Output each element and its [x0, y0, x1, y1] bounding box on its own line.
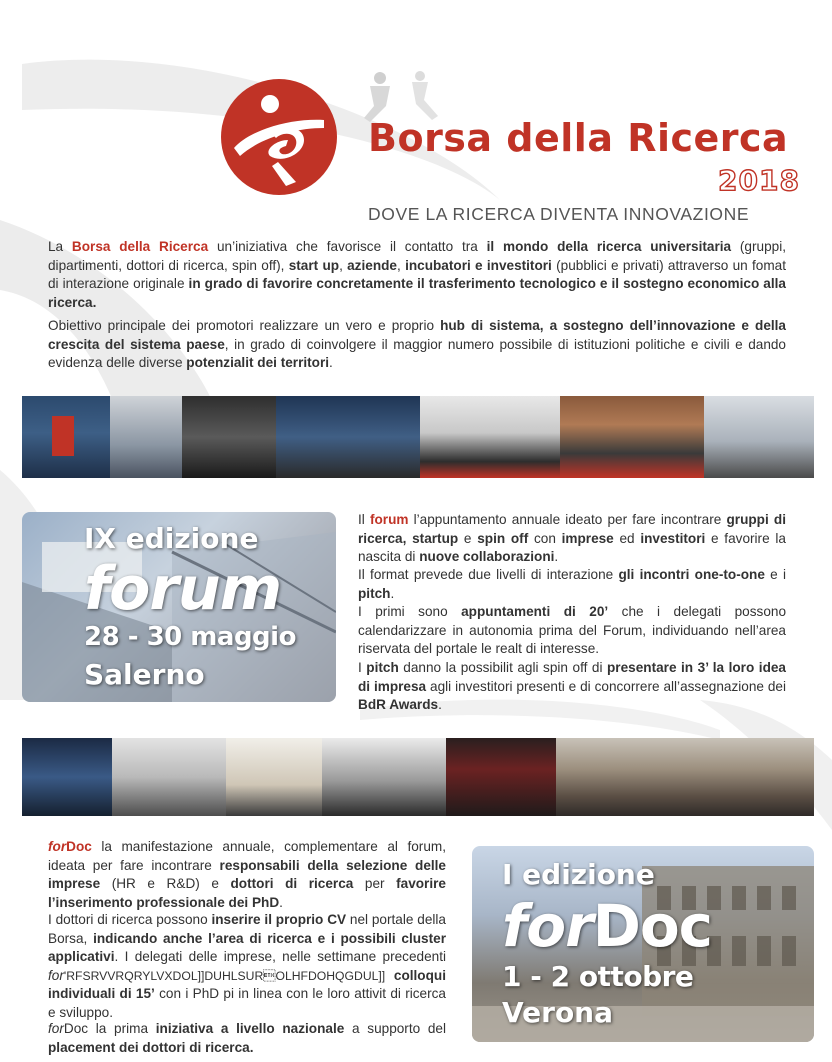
- forum-city: Salerno: [84, 658, 205, 691]
- text-run: ,: [397, 257, 406, 273]
- text-run: il mondo della ricerca universitaria: [486, 239, 732, 254]
- text-run: Il: [358, 512, 370, 527]
- photo: [704, 396, 814, 478]
- text-run: Obiettivo principale dei promotori realizzare un vero e proprio: [48, 318, 441, 333]
- text-run: responsabili della selezione delle imprese: [48, 857, 446, 891]
- photo-strip-top: [22, 396, 814, 478]
- text-run: spin off: [477, 530, 529, 546]
- text-run: dottori di ricerca: [230, 876, 354, 891]
- text-run: pitch: [366, 660, 399, 675]
- text-run: Il format prevede due livelli di interazione: [358, 567, 619, 582]
- text-run: pitch: [358, 585, 391, 601]
- text-run: potenzialit dei territori: [186, 355, 330, 370]
- fordoc-dates: 1 - 2 ottobre: [502, 960, 694, 993]
- forum-name: forum: [84, 554, 282, 624]
- photo: [560, 396, 704, 478]
- photo: [556, 738, 814, 816]
- fordoc-paragraph-2: [48, 911, 446, 1022]
- fordoc-paragraph-3: [48, 1020, 446, 1057]
- text-run: forum: [369, 512, 409, 527]
- text-run: indicando anche l’area di ricerca e i possibili cluster applicativi: [48, 930, 446, 964]
- text-run: a supporto del: [344, 1021, 447, 1036]
- forum-paragraph-2: [358, 566, 786, 603]
- text-run: e: [458, 530, 478, 546]
- intro-paragraph-1: [48, 238, 786, 312]
- text-run: gli incontri one-to-one: [618, 567, 765, 582]
- text-run: favorire l’inserimento professionale dei PhD: [48, 876, 446, 910]
- text-run: hub di sistema, a sostegno dell’innovazione e della crescita del sistema paese: [48, 318, 786, 352]
- forum-edition: IX edizione: [84, 522, 259, 555]
- text-run: l’appuntamento annuale ideato per fare incontrare: [408, 512, 727, 527]
- text-run: .: [390, 585, 395, 601]
- text-run: gruppi di ricerca, startup: [358, 512, 787, 546]
- text-run: (HR e R&D) e: [100, 876, 231, 891]
- text-run: nel portale della Borsa,: [48, 912, 446, 946]
- text-run: e i: [764, 567, 786, 582]
- text-run: un’iniziativa che favorisce il contatto tra: [208, 239, 487, 254]
- text-run: investitori: [640, 530, 706, 546]
- photo: [226, 738, 322, 816]
- text-run: in grado di favorire concretamente il trasferimento tecnologico e il sostegno economico alla ricerca.: [48, 276, 786, 310]
- text-run: start up: [288, 257, 340, 273]
- text-run: per: [353, 876, 397, 891]
- fordoc-city: Verona: [502, 996, 614, 1029]
- photo: [446, 738, 556, 816]
- text-run: con i PhD pi in linea con le loro attivit di ricerca e sviluppo.: [48, 986, 446, 1020]
- fordoc-edition: I edizione: [502, 858, 655, 891]
- photo: [22, 396, 110, 478]
- text-run: for: [48, 1021, 64, 1036]
- fordoc-brand-for: for: [48, 839, 67, 854]
- intro-paragraph-2: [48, 317, 786, 373]
- text-run: .: [438, 697, 442, 712]
- text-run: Doc: [63, 1021, 89, 1036]
- text-run: e favorire la nascita di: [358, 530, 786, 564]
- text-run: la manifestazione annuale, complementare al forum, ideata per fare incontrare: [48, 839, 446, 873]
- text-run: placement dei dottori di ricerca.: [48, 1039, 254, 1055]
- edition-year: 2018: [718, 164, 800, 197]
- text-run: .: [329, 355, 333, 370]
- forum-paragraph-3: [358, 603, 786, 659]
- text-run: incubatori e investitori: [405, 257, 552, 273]
- fordoc-brand-doc: Doc: [66, 839, 92, 854]
- fordoc-banner: [472, 846, 814, 1042]
- photo: [22, 738, 112, 816]
- text-run: aziende: [347, 257, 397, 273]
- text-run: agli investitori presenti e di concorrere all’assegnazione dei: [426, 678, 787, 694]
- text-run: . I delegati delle imprese, nelle settimane precedenti: [114, 949, 446, 964]
- text-run: I: [358, 660, 367, 675]
- text-run: danno la possibilit agli spin off di: [398, 660, 607, 675]
- photo: [110, 396, 182, 478]
- text-run: con: [528, 530, 562, 546]
- text-run: che i delegati possono calendarizzare in autonomia prima del Forum, individuando nell’area riservata del portale le realt di interesse.: [358, 604, 786, 656]
- tagline: DOVE LA RICERCA DIVENTA INNOVAZIONE: [368, 204, 750, 224]
- forum-paragraph-1: [358, 511, 786, 567]
- text-run: iniziativa a livello nazionale: [155, 1021, 345, 1036]
- text-run: for: [48, 967, 64, 983]
- text-run: 'RFSRVVRQRYLVXDOL]]DUHLSUROLHFDOHQGDUL]]: [63, 968, 386, 983]
- text-run: la prima: [88, 1021, 156, 1036]
- brand-name: Borsa della Ricerca: [71, 239, 209, 254]
- page-title: Borsa della Ricerca: [368, 116, 789, 160]
- photo: [182, 396, 276, 478]
- text-run: I dottori di ricerca possono: [48, 912, 212, 927]
- photo: [420, 396, 560, 478]
- photo: [112, 738, 226, 816]
- fordoc-name-for: for: [502, 892, 593, 960]
- fordoc-paragraph-1: [48, 838, 446, 912]
- photo: [276, 396, 420, 478]
- text-run: colloqui individuali di 15’: [48, 967, 446, 1001]
- forum-dates: 28 - 30 maggio: [84, 622, 296, 652]
- text-run: appuntamenti di 20’: [461, 604, 609, 619]
- fordoc-name-doc: Doc: [592, 892, 713, 960]
- text-run: La: [48, 239, 72, 254]
- text-run: .: [554, 549, 559, 564]
- text-run: .: [279, 894, 283, 910]
- text-run: nuove collaborazioni: [419, 549, 555, 564]
- photo-strip-bottom: [22, 738, 814, 816]
- forum-paragraph-4: [358, 659, 786, 715]
- text-run: imprese: [561, 530, 614, 546]
- text-run: inserire il proprio CV: [211, 912, 347, 927]
- forum-banner: [22, 512, 336, 702]
- text-run: BdR Awards: [358, 697, 439, 712]
- text-run: presentare in 3’ la loro idea di impresa: [358, 660, 786, 694]
- text-run: I primi sono: [358, 604, 462, 619]
- text-run: ,: [339, 257, 348, 273]
- fordoc-name: [502, 892, 712, 960]
- text-run: , in grado di coinvolgere il maggior numero possibile di istituzioni politiche e civili e dando evidenza delle diverse: [48, 336, 786, 370]
- text-run: (gruppi, dipartimenti, dottori di ricerca, spin off),: [48, 239, 787, 273]
- photo: [322, 738, 446, 816]
- text-run: (pubblici e privati) attraverso un fomat di interazione originale: [48, 257, 787, 291]
- borsa-logo-icon: [220, 78, 338, 196]
- text-run: ed: [613, 530, 641, 546]
